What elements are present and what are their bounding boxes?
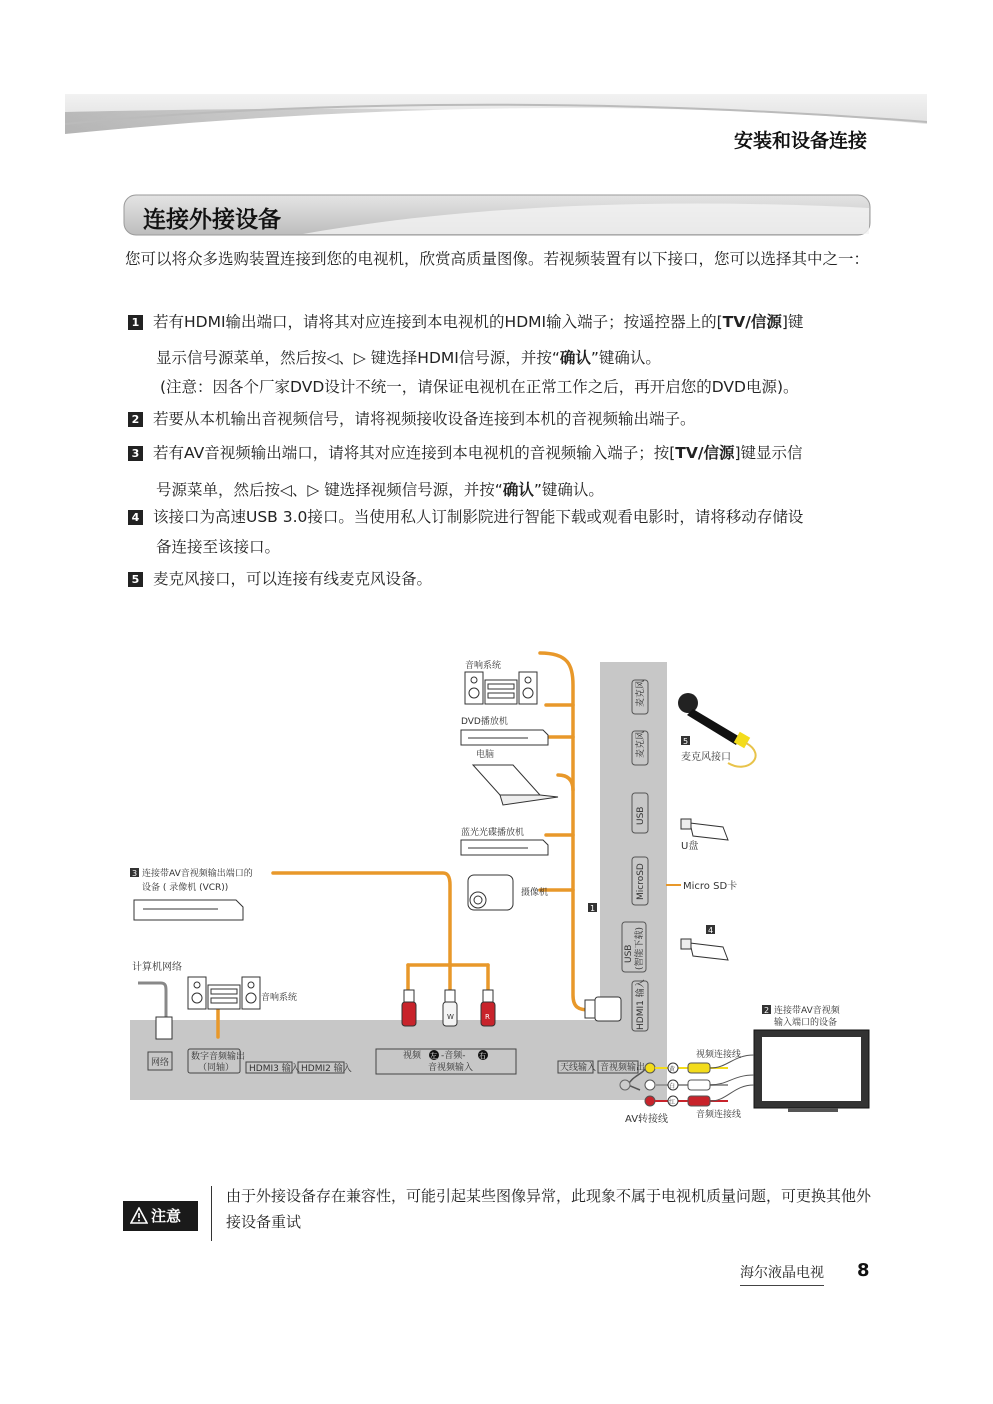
- item-text: ]键: [781, 313, 804, 331]
- list-item-4-cont: 备连接至该接口。: [156, 538, 281, 556]
- list-item-1: [128, 310, 873, 335]
- port-label: 音视频输入: [428, 1063, 474, 1073]
- port-label: USB: [636, 806, 646, 825]
- list-item-3-cont: [156, 478, 871, 503]
- plug-label: 红: [669, 1099, 676, 1106]
- item-text: 若要从本机输出音视频信号，请将视频接收设备连接到本机的音视频输出端子。: [153, 410, 696, 428]
- port-label: 天线输入: [560, 1063, 597, 1073]
- item-text: 键选择视频信号源，并按“: [319, 481, 503, 499]
- caution-divider: [211, 1186, 212, 1241]
- key-confirm: 确认: [502, 481, 534, 499]
- port-label: (智能下载): [635, 926, 645, 970]
- port-label: 网络: [151, 1058, 170, 1068]
- label-audio-system: 音响系统: [465, 661, 502, 671]
- item-text: 键选择HDMI信号源，并按“: [365, 349, 560, 367]
- label-microphone: 麦克风接口: [681, 752, 731, 763]
- badge-number: 4: [708, 926, 714, 935]
- port-label: 麦克风: [636, 679, 646, 707]
- list-item-1-cont: [156, 346, 871, 371]
- laptop-icon: [473, 765, 558, 805]
- caution-label: 注意: [151, 1207, 182, 1225]
- label-dvd-player: DVD播放机: [461, 717, 508, 727]
- port-label: -音频-: [441, 1051, 466, 1061]
- connection-diagram: [128, 645, 938, 1130]
- port-label: （同轴）: [198, 1063, 235, 1073]
- item-number: 4: [128, 510, 143, 525]
- label-computer: 电脑: [476, 750, 495, 760]
- label-tv-device: 连接带AV音视频: [774, 1006, 840, 1016]
- network-plug-icon: [156, 1017, 172, 1039]
- label-microsd: Micro SD卡: [683, 881, 738, 892]
- list-item-4: [128, 505, 873, 530]
- key-tv-source: TV/信源: [722, 313, 782, 331]
- section-title: 连接外接设备: [143, 207, 281, 233]
- list-item-3: [128, 441, 873, 466]
- network-cable: [138, 983, 166, 1020]
- key-confirm: 确认: [559, 349, 591, 367]
- dvd-player-icon: [461, 730, 548, 745]
- item-text: 号源菜单，然后按: [156, 481, 281, 499]
- badge-number: 2: [764, 1006, 770, 1015]
- label-camcorder: 摄像机: [521, 888, 549, 898]
- audio-system-icon-bottom: [188, 977, 260, 1009]
- item-text: ”键确认。: [590, 349, 661, 367]
- item-number: 3: [128, 446, 143, 461]
- intro-paragraph: 您可以将众多选购装置连接到您的电视机，欣赏高质量图像。若视频装置有以下接口，您可以选择其中之一：: [125, 250, 870, 268]
- audio-system-icon: [465, 672, 537, 704]
- item-text: 该接口为高速USB 3.0接口。当使用私人订制影院进行智能下载或观看电影时，请将移动存储设: [153, 508, 804, 526]
- label-av-cable: AV转接线: [625, 1114, 669, 1125]
- list-item-5: [128, 567, 873, 592]
- port-label: USB: [624, 944, 634, 963]
- plug-label: W: [447, 1013, 454, 1021]
- usb-stick-icon-2: [681, 939, 728, 960]
- list-item-1-note: (注意：因各个厂家DVD设计不统一，请保证电视机在正常工作之后，再开启您的DVD电源)。: [160, 378, 799, 396]
- port-label: HDMI3 输入: [249, 1064, 300, 1074]
- plug-label: 黄: [669, 1066, 676, 1073]
- tv-side-panel: [600, 662, 667, 1022]
- vcr-icon: [134, 900, 243, 920]
- badge-number: 1: [590, 904, 596, 913]
- bluray-player-icon: [461, 840, 548, 855]
- caution-badge: [123, 1201, 198, 1231]
- rca-plug-red-left: [402, 990, 416, 1026]
- camcorder-icon: [468, 875, 513, 910]
- label-av-out-device: 连接带AV音视频输出端口的: [142, 869, 253, 879]
- port-label: 视频: [403, 1051, 422, 1061]
- page-number: 8: [857, 1260, 870, 1281]
- item-number: 2: [128, 412, 143, 427]
- item-text: 麦克风接口，可以连接有线麦克风设备。: [153, 570, 433, 588]
- label-network: 计算机网络: [132, 962, 182, 973]
- item-text: 若有AV音视频输出端口，请将其对应连接到本电视机的音视频输入端子；按[: [153, 444, 676, 462]
- key-tv-source: TV/信源: [675, 444, 735, 462]
- arrow-keys-icon: ◁、▷: [280, 481, 320, 499]
- port-label: 麦克风: [636, 730, 646, 758]
- label-av-out-device-2: 设备 ( 录像机 (VCR)): [142, 883, 229, 893]
- port-label: HDMI2 输入: [301, 1064, 352, 1074]
- item-number: 1: [128, 315, 143, 330]
- label-bluray-player: 蓝光光碟播放机: [461, 828, 525, 838]
- header-title: 安装和设备连接: [733, 130, 867, 152]
- usb-stick-icon: [681, 819, 728, 840]
- item-text: ”键确认。: [533, 481, 604, 499]
- port-label: MicroSD: [636, 863, 646, 900]
- label-udisk: U盘: [681, 841, 699, 852]
- list-item-2: [128, 407, 873, 432]
- item-text: ]键显示信: [734, 444, 803, 462]
- badge-number: 3: [132, 869, 138, 878]
- footer-brand: 海尔液晶电视: [740, 1262, 824, 1286]
- hdmi-plug-icon: [585, 997, 621, 1021]
- item-text: 显示信号源菜单，然后按: [156, 349, 327, 367]
- label-video-cable: 视频连接线: [696, 1050, 742, 1060]
- plug-label: R: [485, 1013, 490, 1021]
- item-number: 5: [128, 572, 143, 587]
- item-text: 若有HDMI输出端口，请将其对应连接到本电视机的HDMI输入端子；按遥控器上的[: [153, 313, 723, 331]
- arrow-keys-icon: ◁、▷: [326, 349, 366, 367]
- caution-text: 由于外接设备存在兼容性，可能引起某些图像异常，此现象不属于电视机质量问题，可更换其他外接设备重试: [226, 1187, 872, 1232]
- port-label: 右: [479, 1052, 486, 1060]
- port-label: HDMI1 输入: [636, 979, 646, 1030]
- port-label: 数字音频输出: [191, 1052, 246, 1062]
- tv-icon: [754, 1030, 869, 1112]
- badge-number: 5: [683, 737, 689, 746]
- plug-label: 白: [669, 1083, 676, 1090]
- label-audio-cable: 音频连接线: [696, 1110, 742, 1120]
- warning-icon: [130, 1207, 148, 1224]
- port-label: 左: [430, 1052, 437, 1060]
- label-audio-system-bottom: 音响系统: [261, 993, 298, 1003]
- port-label: 音视频输出: [600, 1063, 646, 1073]
- label-tv-device-2: 输入端口的设备: [774, 1018, 838, 1028]
